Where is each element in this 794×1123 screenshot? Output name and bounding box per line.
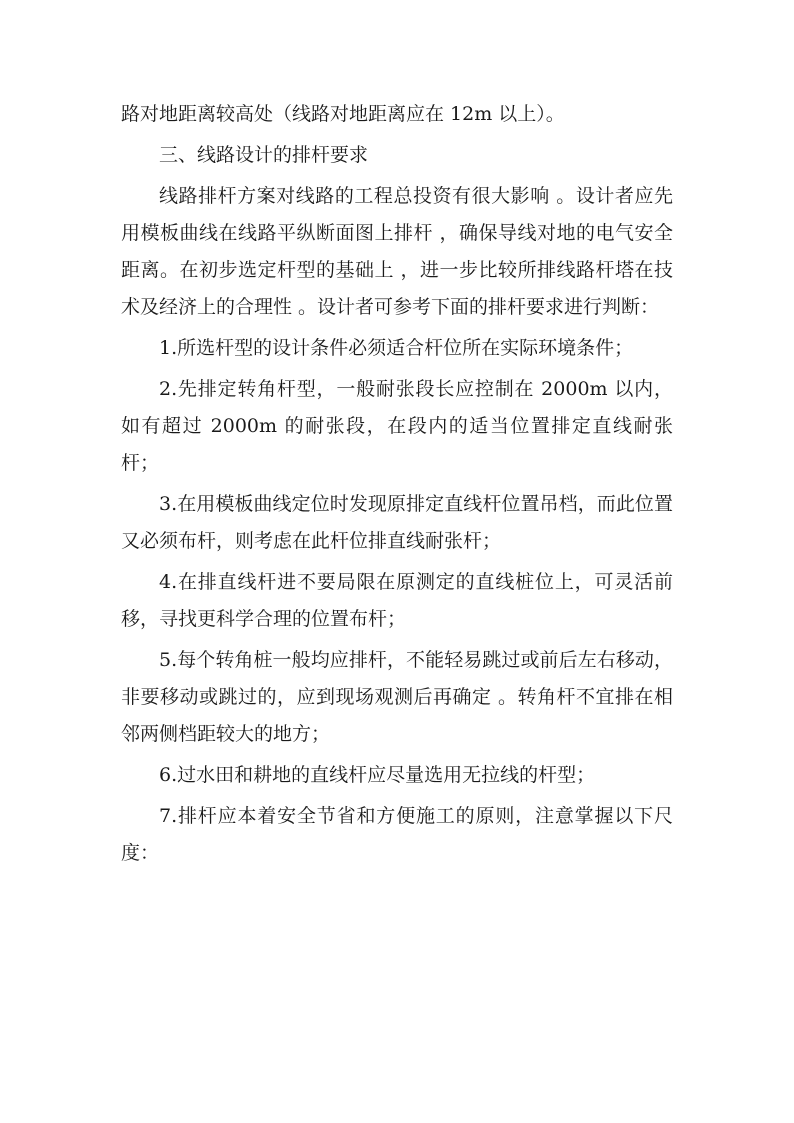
list-item: 2.先排定转角杆型，一般耐张段长应控制在 2000m 以内，如有超过 2000m 的耐张段，在段内的适当位置排定直线耐张杆； — [121, 378, 673, 474]
list-item: 1.所选杆型的设计条件必须适合杆位所在实际环境条件； — [159, 337, 634, 359]
list-item: 4.在排直线杆进不要局限在原测定的直线桩位上，可灵活前移，寻找更科学合理的位置布杆； — [121, 571, 673, 630]
continuation-paragraph: 路对地距离较高处（线路对地距离应在 12m 以上）。 — [121, 103, 565, 125]
list-item: 6.过水田和耕地的直线杆应尽量选用无拉线的杆型； — [159, 764, 596, 786]
document-body — [121, 96, 673, 872]
list-item: 7.排杆应本着安全节省和方便施工的原则，注意掌握以下尺度： — [121, 805, 673, 864]
list-item: 5.每个转角桩一般均应排杆，不能轻易跳过或前后左右移动，非要移动或跳过的，应到现场观测后再确定 。转角杆不宜排在相邻两侧档距较大的地方； — [121, 649, 673, 745]
list-item: 3.在用模板曲线定位时发现原排定直线杆位置吊档，而此位置又必须布杆，则考虑在此杆位排直线耐张杆； — [121, 493, 673, 552]
intro-paragraph: 线路排杆方案对线路的工程总投资有很大影响 。设计者应先用模板曲线在线路平纵断面图上排杆 ，确保导线对地的电气安全距离。在初步选定杆型的基础上 ，进一步比较所排线路杆塔在技术及经济上的合理性 。设计者可参考下面的排杆要求进行判断： — [121, 185, 673, 318]
section-heading: 三、线路设计的排杆要求 — [159, 144, 369, 166]
